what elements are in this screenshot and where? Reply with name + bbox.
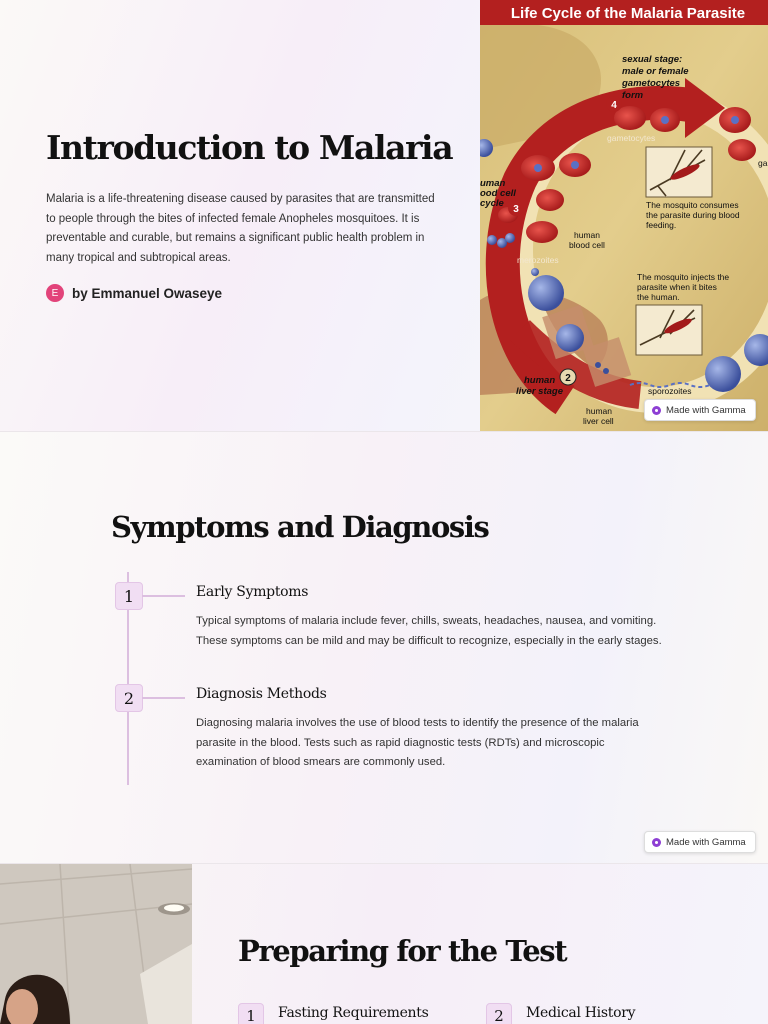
blood-cycle-label: ood cell [480, 188, 516, 199]
sexual-stage-label: male or female [622, 66, 689, 77]
sexual-stage-label: gametocytes [622, 78, 681, 89]
author-name: by Emmanuel Owaseye [72, 285, 223, 301]
prep-item-1-label: Fasting Requirements [278, 1005, 429, 1021]
merozoite [487, 235, 497, 245]
sporozoite [595, 362, 601, 368]
symptoms-title: Symptoms and Diagnosis [111, 510, 489, 544]
liver-cell-label: liver cell [583, 416, 614, 426]
liver-schizont [528, 275, 564, 311]
sporozoite-cluster [705, 356, 741, 392]
sexual-stage-label: sexual stage: [622, 54, 683, 65]
merozoite [571, 161, 579, 169]
prep-item-1-number: 1 [238, 1003, 264, 1024]
intro-title: Introduction to Malaria [46, 128, 453, 167]
prep-title: Preparing for the Test [238, 934, 567, 968]
step-2-title: Diagnosis Methods [196, 686, 327, 702]
red-blood-cell [536, 189, 564, 211]
prep-item-2-number: 2 [486, 1003, 512, 1024]
merozoite [731, 116, 739, 124]
prep-item-2-label: Medical History [526, 1005, 636, 1021]
step-2-number: 2 [115, 684, 143, 712]
step-2-line: parasite in the blood. Tests such as rapid diagnostic tests (RDTs) and microscopic [196, 736, 605, 749]
step-2-line: Diagnosing malaria involves the use of blood tests to identify the presence of the malaria [196, 717, 639, 729]
step-number: 4 [611, 100, 617, 111]
liver-schizont [556, 324, 584, 352]
badge-label: Made with Gamma [666, 836, 746, 848]
slide-introduction [0, 0, 768, 431]
blood-cell-label: human [574, 230, 600, 240]
timeline-connector [142, 697, 185, 699]
mosquito-consumes-text: the parasite during blood [646, 210, 740, 220]
gamma-logo-icon [652, 406, 661, 415]
liver-stage-label: human [524, 375, 556, 386]
step-1-line: These symptoms can be mild and may be difficult to recognize, especially in the early stages. [196, 634, 662, 647]
gametocytes-cut-label: ga [758, 158, 768, 168]
merozoite [661, 116, 669, 124]
step-number: 3 [513, 204, 519, 215]
red-blood-cell [526, 221, 558, 243]
step-2-line: examination of blood smears are commonly used. [196, 756, 446, 768]
slide-preparing-test [0, 864, 768, 1024]
sexual-stage-label: form [622, 90, 644, 101]
merozoite [534, 164, 542, 172]
red-blood-cell [728, 139, 756, 161]
mosquito-consumes-text: feeding. [646, 220, 677, 230]
liver-cell-label: human [586, 406, 612, 416]
sporozoite [603, 368, 609, 374]
timeline-connector [142, 595, 185, 597]
intro-description: Malaria is a life-threatening disease caused by parasites that are transmitted to people through the bites of infected female Anopheles mosquitoes. It is preventable and curable, but remains a significant public health problem in many tropical and subtropical areas. [46, 193, 435, 264]
made-with-gamma-badge[interactable] [644, 399, 756, 421]
blood-cycle-label: cycle [480, 198, 504, 209]
badge-label: Made with Gamma [666, 404, 746, 416]
author-row [46, 284, 222, 302]
ceiling-light-icon [164, 905, 184, 912]
step-number: 2 [565, 373, 571, 384]
merozoite [505, 233, 515, 243]
blood-cell-label: blood cell [569, 240, 605, 250]
mosquito-injects-text: The mosquito injects the [637, 272, 730, 282]
step-1-number: 1 [115, 582, 143, 610]
made-with-gamma-badge[interactable] [644, 831, 756, 853]
author-avatar: E [46, 284, 64, 302]
clinic-photo [0, 864, 192, 1024]
sporozoites-label: sporozoites [648, 386, 692, 396]
mosquito-injects-text: parasite when it bites [637, 282, 717, 292]
step-2-description [196, 714, 666, 773]
liver-stage-label: liver stage [516, 386, 563, 397]
merozoite [531, 268, 539, 276]
step-1-line: Typical symptoms of malaria include fever, chills, sweats, headaches, nausea, and vomiting. [196, 615, 657, 627]
blood-cycle-label: uman [480, 178, 506, 189]
merozoites-label: merozoites [517, 255, 559, 265]
diagram-title: Life Cycle of the Malaria Parasite [510, 5, 746, 22]
mosquito-consumes-text: The mosquito consumes [646, 200, 739, 210]
step-1-title: Early Symptoms [196, 584, 309, 600]
malaria-life-cycle-diagram [480, 0, 768, 431]
step-1-description [196, 612, 666, 651]
slide-symptoms-diagnosis [0, 432, 768, 863]
gametocytes-label: gametocytes [607, 133, 656, 143]
mosquito-injects-text: the human. [637, 292, 680, 302]
gamma-logo-icon [652, 838, 661, 847]
